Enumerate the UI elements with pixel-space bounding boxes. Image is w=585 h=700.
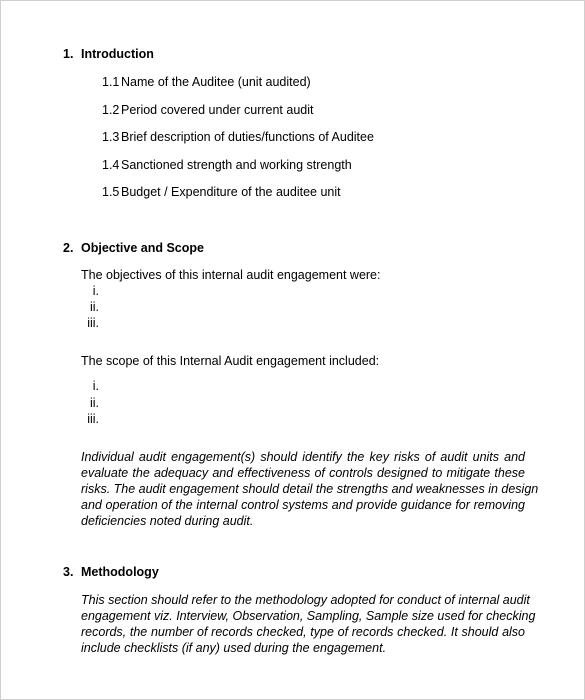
objective-roman-numeral: ii. bbox=[89, 300, 99, 314]
intro-item bbox=[102, 185, 341, 199]
section-number: 1. bbox=[63, 47, 74, 61]
intro-item bbox=[102, 130, 374, 144]
intro-item bbox=[102, 103, 313, 117]
objectives-intro: The objectives of this internal audit engagement were: bbox=[81, 268, 381, 282]
note-line: evaluate the adequacy and effectiveness of controls designed to mitigate these bbox=[81, 466, 525, 480]
note-line: This section should refer to the methodology adopted for conduct of internal audit bbox=[81, 593, 530, 607]
item-number: 1.1 bbox=[102, 75, 120, 89]
item-text: Sanctioned strength and working strength bbox=[121, 158, 352, 172]
note-line: risks. The audit engagement should detail the strengths and weaknesses in design bbox=[81, 482, 539, 496]
section-title: Introduction bbox=[81, 47, 154, 61]
section-number: 3. bbox=[63, 565, 74, 579]
scope-roman-numeral: i. bbox=[92, 379, 99, 393]
intro-item bbox=[102, 158, 352, 172]
scope-roman-numeral: iii. bbox=[87, 412, 99, 426]
section-number: 2. bbox=[63, 241, 74, 255]
item-number: 1.4 bbox=[102, 158, 120, 172]
item-text: Period covered under current audit bbox=[121, 103, 314, 117]
section-2-heading bbox=[63, 241, 204, 255]
item-number: 1.3 bbox=[102, 130, 120, 144]
scope-intro: The scope of this Internal Audit engagement included: bbox=[81, 354, 380, 368]
item-text: Name of the Auditee (unit audited) bbox=[121, 75, 311, 89]
item-number: 1.5 bbox=[102, 185, 120, 199]
item-text: Budget / Expenditure of the auditee unit bbox=[121, 185, 341, 199]
note-line: records, the number of records checked, type of records checked. It should also bbox=[81, 625, 525, 639]
note-line: and operation of the internal control systems and provide guidance for removing bbox=[81, 498, 525, 512]
note-line: engagement viz. Interview, Observation, Sampling, Sample size used for checking bbox=[81, 609, 536, 623]
objective-scope-guidance-note bbox=[81, 449, 539, 529]
intro-item bbox=[102, 75, 311, 89]
objective-roman-numeral: i. bbox=[92, 284, 99, 298]
item-number: 1.2 bbox=[102, 103, 120, 117]
note-line: Individual audit engagement(s) should identify the key risks of audit units and bbox=[81, 450, 525, 464]
section-1-heading bbox=[63, 47, 154, 61]
section-3-heading bbox=[63, 565, 159, 579]
objective-roman-numeral: iii. bbox=[87, 316, 99, 330]
section-title: Objective and Scope bbox=[81, 241, 204, 255]
methodology-guidance-note bbox=[81, 592, 536, 656]
note-line: deficiencies noted during audit. bbox=[81, 514, 254, 528]
item-text: Brief description of duties/functions of Auditee bbox=[121, 130, 374, 144]
section-title: Methodology bbox=[81, 565, 159, 579]
note-line: include checklists (if any) used during the engagement. bbox=[81, 641, 387, 655]
scope-roman-numeral: ii. bbox=[89, 396, 99, 410]
